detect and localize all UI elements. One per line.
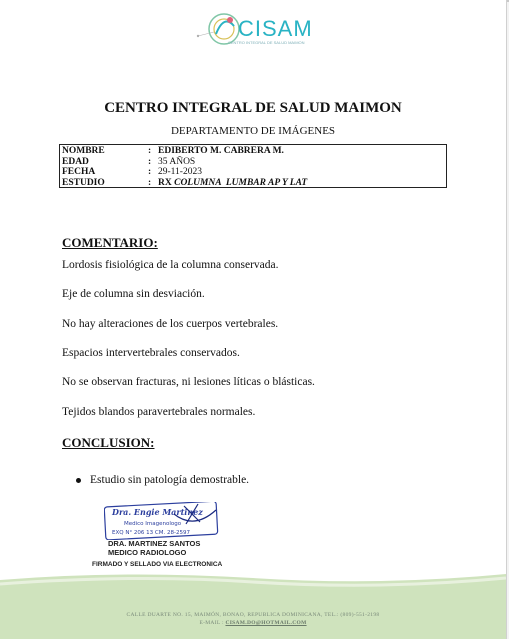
comentario-line: No hay alteraciones de los cuerpos vertebrales. <box>62 318 279 330</box>
comentario-line: Lordosis fisiológica de la columna conservada. <box>62 259 279 271</box>
footer-email-link[interactable]: CISAM.DO@HOTMAIL.COM <box>225 620 307 626</box>
stamp-line-1: Dra. Engie Martinez <box>112 507 203 517</box>
conclusion-item <box>76 474 249 486</box>
patient-row-date <box>62 167 444 178</box>
signature-note: FIRMADO Y SELLADO VIA ELECTRONICA <box>92 561 223 568</box>
study-value: COLUMNA LUMBAR AP Y LAT <box>174 177 308 188</box>
comentario-line: Espacios intervertebrales conservados. <box>62 347 240 359</box>
logo-name: CISAM <box>238 16 313 41</box>
comentario-line: No se observan fracturas, ni lesiones líticas o blásticas. <box>62 376 315 388</box>
bullet-icon <box>76 478 81 483</box>
patient-row-age <box>62 157 444 168</box>
footer-address: CALLE DUARTE NO. 15, MAIMÓN, BONAO, REPUBLICA DOMINICANA, TEL.: (809)-551-2198 <box>126 612 380 618</box>
study-sep: : <box>148 177 152 188</box>
age-label: EDAD <box>62 156 89 167</box>
footer-email-line <box>0 620 506 626</box>
conclusion-item-text: Estudio sin patología demostrable. <box>90 474 250 486</box>
date-label: FECHA <box>62 167 96 177</box>
doctor-stamp <box>104 502 222 540</box>
footer-email-label: E-MAIL : <box>199 620 226 626</box>
comentario-heading: COMENTARIO: <box>62 235 158 250</box>
stamp-line-3: EXQ N° 206 13 CM. 28-2597 <box>112 530 190 536</box>
footer-wave <box>0 570 506 639</box>
date-sep: : <box>148 167 152 177</box>
signature-name: DRA. MARTINEZ SANTOS <box>108 539 201 548</box>
patient-info-box <box>59 144 447 188</box>
name-sep: : <box>148 146 152 156</box>
stamp-line-2: Medico Imagenologo <box>124 521 182 527</box>
patient-row-name <box>62 146 444 157</box>
study-label: ESTUDIO <box>62 177 105 188</box>
name-value: EDIBERTO M. CABRERA M. <box>158 146 284 156</box>
page-title: CENTRO INTEGRAL DE SALUD MAIMON <box>104 100 402 116</box>
study-prefix: RX <box>158 177 175 188</box>
age-sep: : <box>148 156 152 167</box>
logo-subtitle: CENTRO INTEGRAL DE SALUD MAIMON <box>228 40 305 45</box>
comentario-line: Tejidos blandos paravertebrales normales. <box>62 406 256 418</box>
signature-title: MEDICO RADIOLOGO <box>108 548 187 557</box>
date-value: 29-11-2023 <box>158 167 202 177</box>
name-label: NOMBRE <box>62 146 105 156</box>
age-value: 35 AÑOS <box>158 156 196 167</box>
patient-row-study <box>62 178 444 189</box>
department-label: DEPARTAMENTO DE IMÁGENES <box>170 125 336 137</box>
conclusion-heading: CONCLUSION: <box>62 435 155 450</box>
signature-block <box>108 539 200 557</box>
comentario-line: Eje de columna sin desviación. <box>62 288 205 300</box>
